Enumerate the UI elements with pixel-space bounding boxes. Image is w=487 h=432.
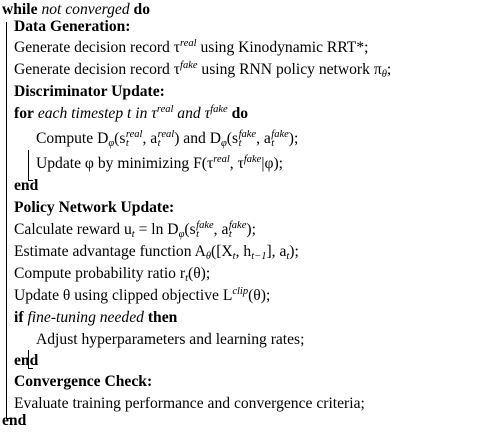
sup-text: real [125,129,143,141]
keyword-end-if: end [14,352,39,369]
sub-text: t [238,138,242,150]
algo-line-evaluate: Evaluate training performance and convergence criteria; [14,395,365,412]
text-segment: and τ [173,105,211,122]
subscript-t: t [232,251,236,263]
sub-text: t [157,138,161,150]
text-segment: Estimate advantage function A [14,243,206,260]
sub-text: t [271,138,275,150]
algo-line-if [14,307,177,329]
supsub-real-t [126,130,143,148]
algo-line-clipped-objective [14,285,270,307]
text-segment: ([X [211,243,233,260]
text-segment: each timestep t in τ [37,105,157,122]
for-condition [38,105,228,122]
if-condition: fine-tuning needed [27,309,144,326]
algo-line-probability-ratio [14,263,210,285]
text-segment: ); [246,221,256,238]
algo-line-generate-fake [14,59,391,81]
text-segment: , a [213,221,229,238]
superscript-real: real [213,154,230,166]
keyword-if: if [14,309,24,326]
section-policy-network-update: Policy Network Update: [14,199,175,216]
text-segment: , a [142,130,158,147]
text-segment: Compute D [36,130,109,147]
sup-text: fake [271,129,289,141]
keyword-end-for: end [14,177,39,194]
superscript-fake: fake [210,104,228,116]
subscript-t-minus-1: t−1 [251,251,267,263]
keyword-for: for [14,105,34,122]
keyword-end-while: end [2,412,27,429]
while-condition: not converged [41,1,130,18]
sup-text: fake [238,129,257,141]
text-segment: (s [184,221,196,238]
supsub-fake-t [229,221,247,239]
subscript-theta: θ [381,69,387,81]
algo-line-for [14,103,248,125]
text-segment: Generate decision record τ [14,39,181,56]
subscript-t: t [286,251,290,263]
text-segment: |φ); [261,155,284,172]
text-segment: Generate decision record τ [14,61,181,78]
text-segment: using RNN policy network π [197,61,382,78]
text-segment: ; [386,61,392,78]
supsub-fake-t [271,130,289,148]
superscript-real: real [180,38,197,50]
text-segment: Calculate reward u [14,221,132,238]
text-segment: ], a [266,243,287,260]
text-segment: ); [289,243,299,260]
supsub-real-t [158,130,175,148]
text-segment: , a [256,130,271,147]
text-segment: (θ); [188,265,211,282]
subscript-phi: φ [108,138,115,150]
text-segment: (θ); [248,287,271,304]
text-segment: , h [235,243,252,260]
subscript-t: t [131,229,135,241]
keyword-while: while [2,1,38,18]
algo-line-compute-d [36,128,298,150]
text-segment: Compute probability ratio r [14,265,186,282]
algo-line-calculate-reward [14,219,256,241]
superscript-fake: fake [243,154,262,166]
text-segment: (s [226,130,239,147]
subscript-theta: θ [205,251,212,263]
algo-line-generate-real [14,37,368,59]
algo-line-update-phi [36,153,283,175]
sub-text: t [125,138,129,150]
text-segment: ) and D [174,130,221,147]
sup-text: real [157,129,175,141]
text-segment: using Kinodynamic RRT*; [196,39,369,56]
superscript-clip: clip [232,286,249,298]
text-segment: Update θ using clipped objective L [14,287,233,304]
subscript-phi: φ [220,138,227,150]
sup-text: fake [228,220,247,232]
text-segment: (s [114,130,126,147]
supsub-fake-t [196,221,214,239]
sub-text: t [196,229,200,241]
section-discriminator-update: Discriminator Update: [14,83,165,100]
superscript-real: real [156,104,174,116]
sup-text: fake [196,220,214,232]
section-data-generation: Data Generation: [14,18,131,35]
algo-line-adjust-hyperparameters: Adjust hyperparameters and learning rates; [36,331,305,348]
keyword-then: then [147,309,178,326]
keyword-do: do [231,105,249,122]
supsub-fake-t [239,130,257,148]
while-body-rule [6,22,7,418]
text-segment: Update φ by minimizing F(τ [36,155,214,172]
sub-text: t [228,229,232,241]
algo-line-estimate-advantage [14,241,299,263]
section-convergence-check: Convergence Check: [14,373,153,390]
text-segment: = ln D [134,221,179,238]
subscript-t: t [185,273,188,285]
superscript-fake: fake [180,60,198,72]
text-segment: , τ [229,155,244,172]
keyword-do: do [133,1,151,18]
subscript-phi: φ [178,229,185,241]
text-segment: ); [288,130,299,147]
